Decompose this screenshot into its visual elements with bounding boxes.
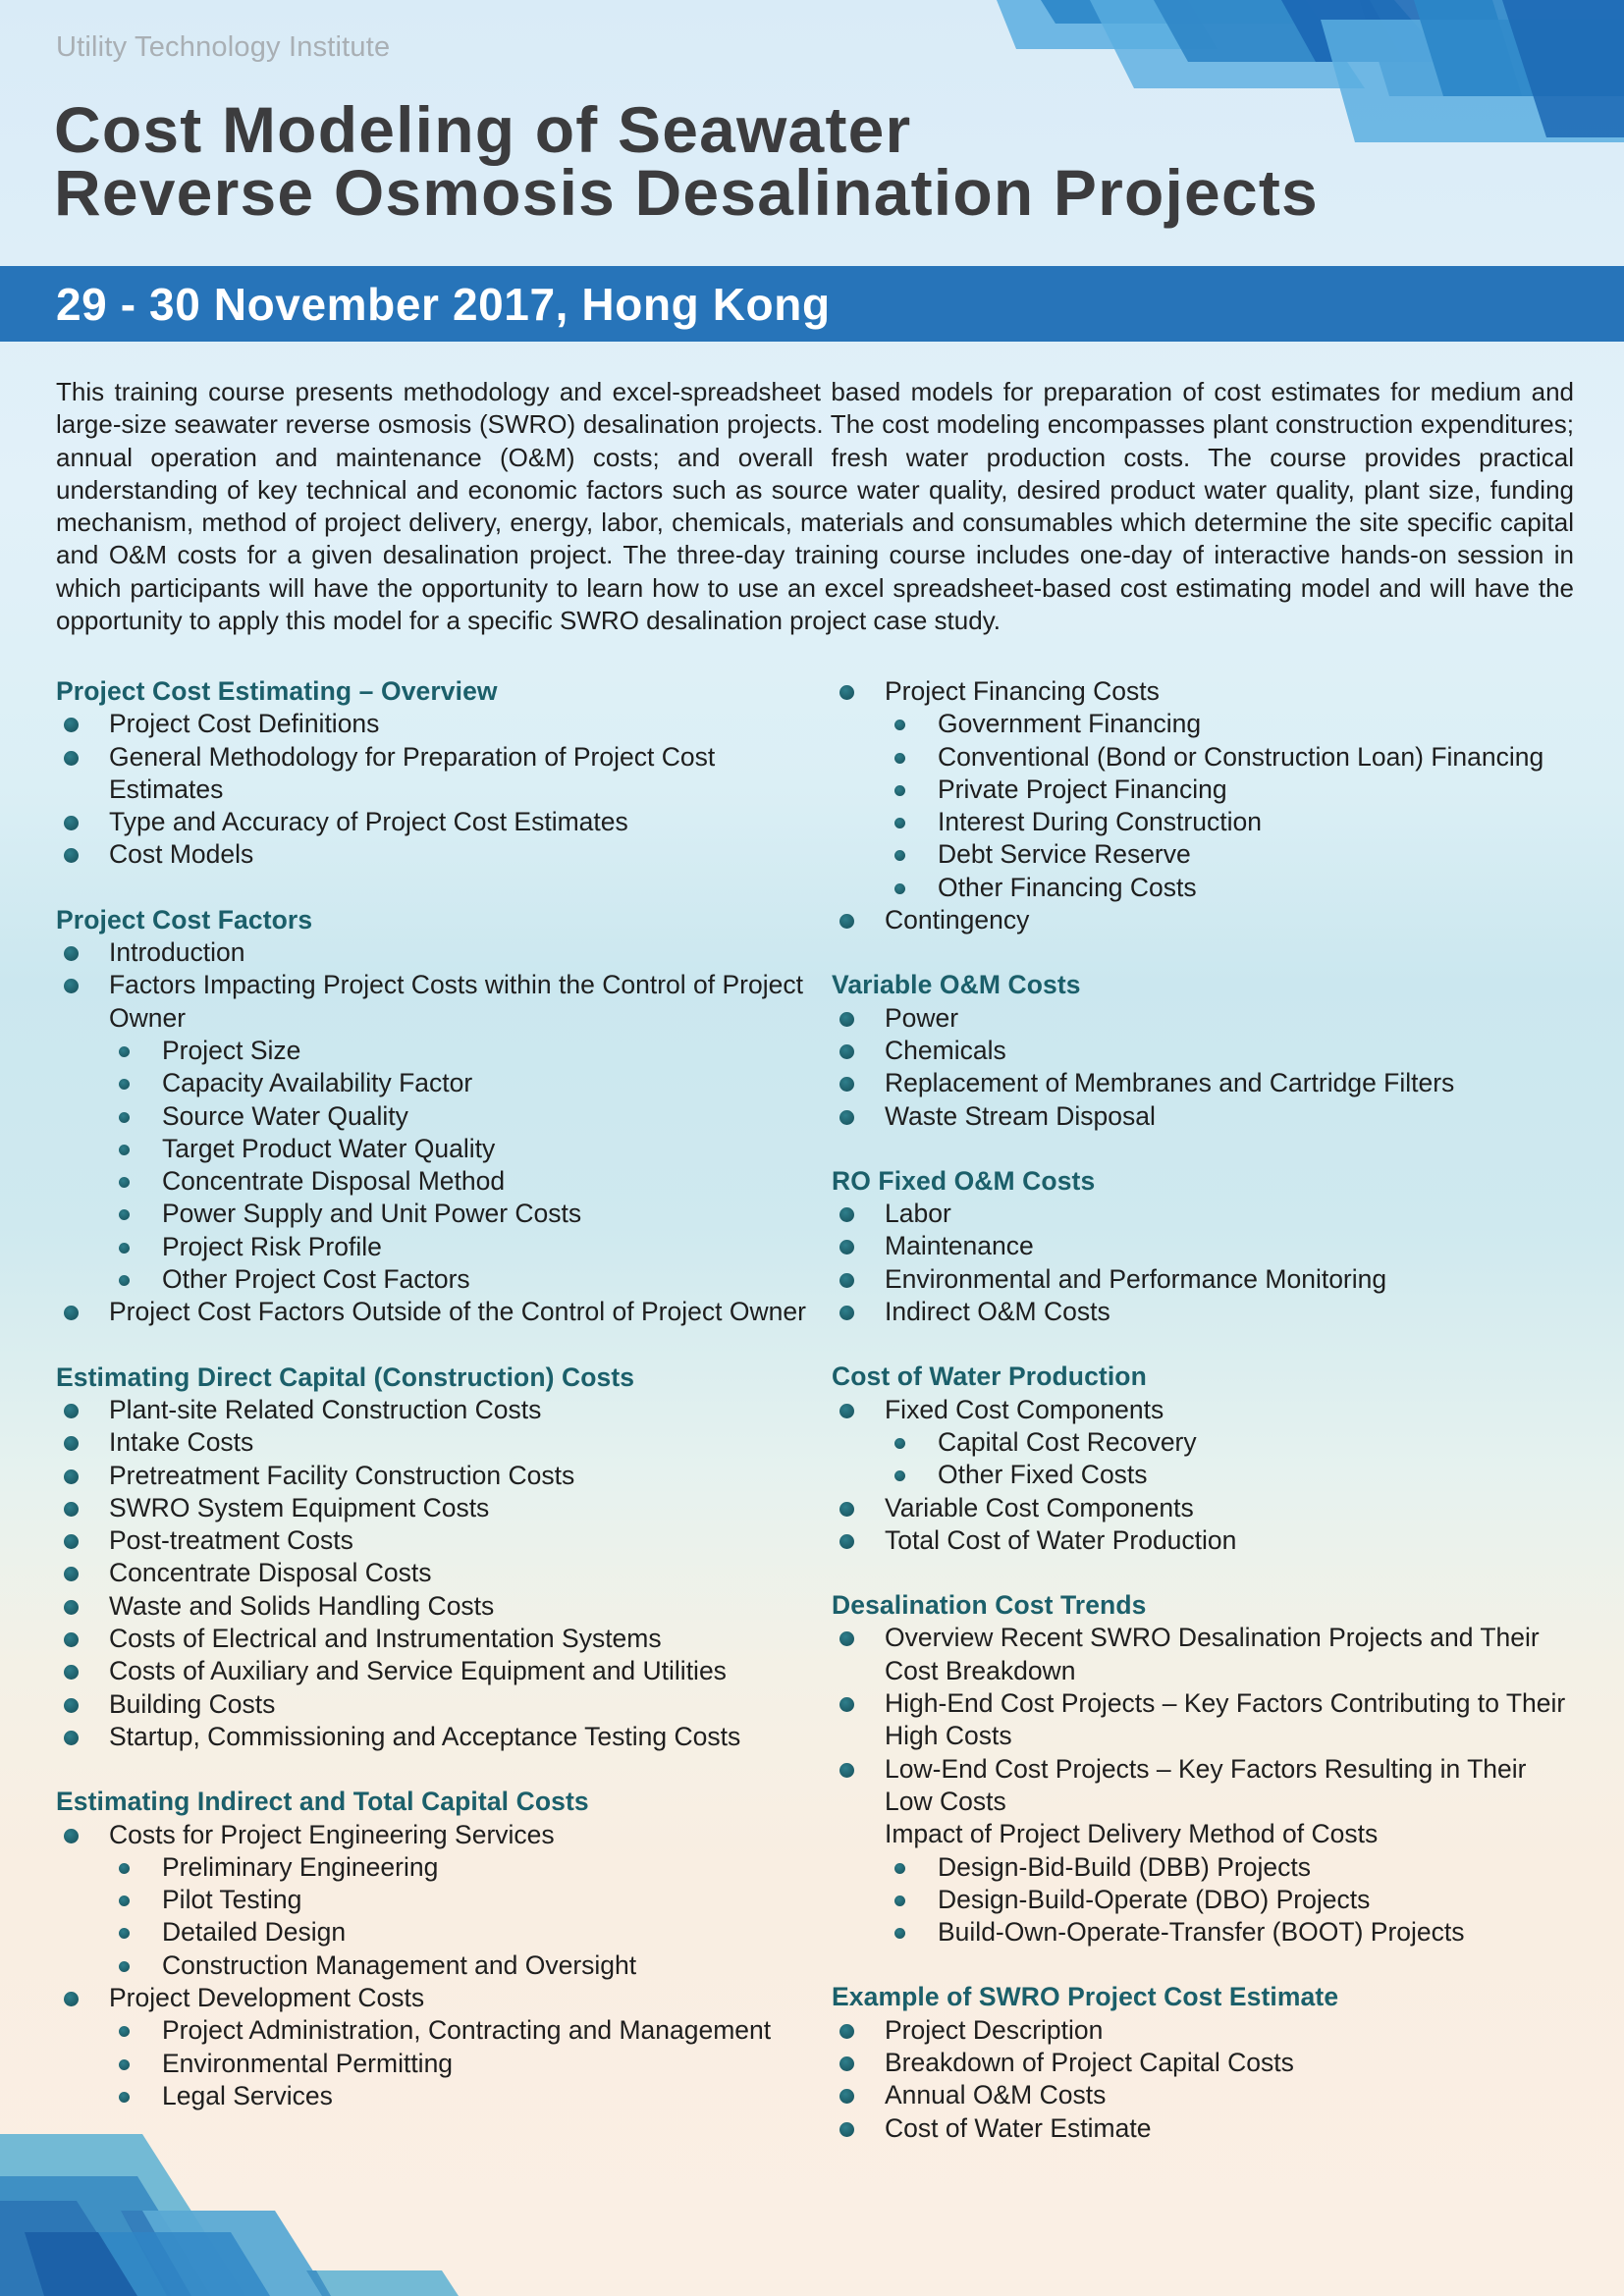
list-item xyxy=(832,1230,1578,1262)
list-item-text: Contingency xyxy=(885,905,1030,935)
list-item xyxy=(832,1753,1578,1819)
list-item xyxy=(56,1557,812,1589)
intro-paragraph: This training course presents methodology and excel-spreadsheet based models for preparation of cost estimates for medium and large-size seawater reverse osmosis (SWRO) desalination projects. The cost modeling encompasses plant construction expenditures; annual operation and maintenance (O&M) costs; and overall fresh water production costs. The course provides practical understanding of key technical and economic factors such as source water quality, desired product water quality, plant size, funding mechanism, method of project delivery, energy, labor, chemicals, materials and consumables which determine the site specific capital and O&M costs for a given desalination project. The three-day training course includes one-day of interactive hands-on session in which participants will have the opportunity to learn how to use an excel spreadsheet-based cost estimating model and will have the opportunity to apply this model for a specific SWRO desalination project case study. xyxy=(56,377,1574,636)
list-item-text: Labor xyxy=(885,1199,951,1229)
list-item-text: General Methodology for Preparation of Project Cost Estimates xyxy=(109,741,716,804)
bullet-icon xyxy=(839,1273,854,1288)
title-line-1: Cost Modeling of Seawater xyxy=(54,93,912,166)
list-item-text: Target Product Water Quality xyxy=(162,1133,496,1163)
list-item-text: Cost of Water Estimate xyxy=(885,2112,1152,2143)
list-item-text: Costs of Auxiliary and Service Equipment and Utilities xyxy=(109,1656,727,1686)
list-item-text: Power Supply and Unit Power Costs xyxy=(162,1199,582,1229)
sub-list-item xyxy=(56,2048,812,2080)
list-item-text: Plant-site Related Construction Costs xyxy=(109,1394,542,1424)
list-item xyxy=(56,969,812,1035)
bullet-icon xyxy=(119,1177,130,1188)
sub-list-item xyxy=(56,1067,812,1099)
section-heading: RO Fixed O&M Costs xyxy=(832,1165,1096,1196)
list-item-text: Government Financing xyxy=(938,709,1202,739)
list-item xyxy=(56,1296,812,1328)
list-item xyxy=(56,1688,812,1721)
topic-list xyxy=(56,708,812,871)
list-item xyxy=(832,1622,1578,1687)
list-item-text: Waste Stream Disposal xyxy=(885,1100,1156,1131)
list-item-text: Other Project Cost Factors xyxy=(162,1264,470,1295)
topic-list xyxy=(832,2014,1578,2145)
page-title xyxy=(54,93,1319,229)
sub-list-item xyxy=(56,2080,812,2112)
list-item-text: Project Cost Definitions xyxy=(109,709,380,739)
list-item xyxy=(56,1819,812,1851)
bullet-icon xyxy=(839,1404,854,1418)
bullet-icon xyxy=(839,1077,854,1092)
bullet-icon xyxy=(119,2059,130,2070)
list-item-text: Construction Management and Oversight xyxy=(162,1949,637,1980)
bullet-icon xyxy=(64,1632,79,1647)
list-item-text: Build-Own-Operate-Transfer (BOOT) Projects xyxy=(938,1917,1465,1948)
list-item-text: Project Administration, Contracting and Management xyxy=(162,2015,772,2046)
bullet-icon xyxy=(64,979,79,993)
list-item-text: Chemicals xyxy=(885,1035,1006,1065)
topic-list xyxy=(832,1622,1578,1949)
sub-list-item xyxy=(56,1851,812,1884)
list-item-text: Costs of Electrical and Instrumentation Systems xyxy=(109,1624,662,1654)
bullet-icon xyxy=(839,1012,854,1027)
list-item xyxy=(56,1590,812,1623)
bullet-icon xyxy=(64,1306,79,1320)
list-item xyxy=(832,1035,1578,1067)
list-item xyxy=(56,806,812,838)
list-item-text: Post-treatment Costs xyxy=(109,1525,353,1556)
bullet-icon xyxy=(839,2089,854,2104)
bullet-icon xyxy=(64,1567,79,1581)
list-item-text: Private Project Financing xyxy=(938,774,1227,804)
sub-list-item xyxy=(56,2014,812,2047)
course-section xyxy=(56,1362,812,1754)
course-section xyxy=(832,675,1578,936)
list-item-text: Project Description xyxy=(885,2014,1104,2045)
sub-list-item xyxy=(56,1165,812,1198)
list-item-text: Project Financing Costs xyxy=(885,676,1160,706)
sub-list-item xyxy=(56,1100,812,1133)
list-item-text: Legal Services xyxy=(162,2080,333,2110)
bullet-icon xyxy=(839,1207,854,1222)
list-item-text: Indirect O&M Costs xyxy=(885,1297,1110,1327)
list-item-text: Capital Cost Recovery xyxy=(938,1426,1197,1457)
list-item-text: Other Financing Costs xyxy=(938,872,1197,902)
bullet-icon xyxy=(839,2122,854,2137)
list-item xyxy=(832,1492,1578,1524)
course-section xyxy=(56,675,812,872)
list-item xyxy=(832,1524,1578,1557)
bullet-icon xyxy=(894,785,905,796)
section-heading: Desalination Cost Trends xyxy=(832,1590,1147,1621)
bullet-icon xyxy=(839,1534,854,1549)
list-item xyxy=(56,1460,812,1492)
bullet-icon xyxy=(839,2056,854,2071)
left-column xyxy=(56,675,812,2145)
list-item xyxy=(832,2047,1578,2079)
list-item-text: Pretreatment Facility Construction Costs xyxy=(109,1460,575,1490)
bottom-left-stripes-decoration xyxy=(0,2134,459,2296)
bullet-icon xyxy=(119,1145,130,1155)
list-item xyxy=(832,675,1578,708)
bullet-icon xyxy=(119,2092,130,2103)
list-item-text: Startup, Commissioning and Acceptance Testing Costs xyxy=(109,1721,741,1751)
right-column xyxy=(832,675,1578,2177)
list-item-text: Preliminary Engineering xyxy=(162,1851,439,1882)
list-item xyxy=(832,1818,1578,1850)
bullet-icon xyxy=(119,2026,130,2037)
list-item-text: Concentrate Disposal Costs xyxy=(109,1558,432,1588)
sub-list-item xyxy=(56,1231,812,1263)
list-item-text: Factors Impacting Project Costs within the Control of Project Owner xyxy=(109,970,803,1033)
bullet-icon xyxy=(64,1731,79,1745)
bullet-icon xyxy=(64,718,79,732)
bullet-icon xyxy=(64,1502,79,1517)
list-item-text: Pilot Testing xyxy=(162,1885,302,1915)
list-item xyxy=(56,936,812,969)
list-item-text: Interest During Construction xyxy=(938,807,1262,837)
list-item-text: Impact of Project Delivery Method of Costs xyxy=(885,1819,1379,1849)
list-item xyxy=(56,1492,812,1524)
institute-name: Utility Technology Institute xyxy=(56,31,391,63)
title-line-2: Reverse Osmosis Desalination Projects xyxy=(54,156,1319,229)
list-item-text: Concentrate Disposal Method xyxy=(162,1166,506,1197)
list-item-text: Project Cost Factors Outside of the Control of Project Owner xyxy=(109,1297,806,1327)
bullet-icon xyxy=(119,1112,130,1123)
topic-list xyxy=(56,1394,812,1753)
list-item xyxy=(832,1687,1578,1753)
list-item-text: Waste and Solids Handling Costs xyxy=(109,1590,495,1621)
list-item xyxy=(832,2079,1578,2111)
bullet-icon xyxy=(894,1928,905,1939)
date-banner xyxy=(0,266,1624,342)
list-item-text: Overview Recent SWRO Desalination Projects and Their Cost Breakdown xyxy=(885,1623,1540,1685)
topic-list xyxy=(56,1819,812,2113)
list-item xyxy=(832,1263,1578,1296)
list-item xyxy=(832,1394,1578,1426)
list-item-text: Design-Bid-Build (DBB) Projects xyxy=(938,1851,1311,1882)
bullet-icon xyxy=(119,1896,130,1906)
bullet-icon xyxy=(119,1863,130,1874)
course-section xyxy=(832,1981,1578,2144)
bullet-icon xyxy=(64,848,79,863)
list-item-text: SWRO System Equipment Costs xyxy=(109,1492,490,1522)
list-item-text: Other Fixed Costs xyxy=(938,1460,1148,1490)
list-item xyxy=(56,1394,812,1426)
list-item-text: Project Size xyxy=(162,1035,301,1065)
course-section xyxy=(832,1589,1578,1949)
bullet-icon xyxy=(119,1046,130,1057)
list-item-text: Type and Accuracy of Project Cost Estimates xyxy=(109,807,628,837)
bullet-icon xyxy=(839,1502,854,1517)
bullet-icon xyxy=(894,753,905,764)
list-item-text: Replacement of Membranes and Cartridge Filters xyxy=(885,1068,1455,1098)
bullet-icon xyxy=(839,1631,854,1646)
sub-list-item xyxy=(832,838,1578,871)
list-item xyxy=(832,904,1578,936)
list-item-text: Environmental Permitting xyxy=(162,2048,454,2078)
sub-list-item xyxy=(832,872,1578,904)
topic-list xyxy=(832,1198,1578,1328)
list-item-text: Capacity Availability Factor xyxy=(162,1068,473,1098)
list-item-text: Cost Models xyxy=(109,839,254,870)
list-item xyxy=(832,2112,1578,2145)
list-item-text: Costs for Project Engineering Services xyxy=(109,1819,555,1849)
list-item-text: Project Risk Profile xyxy=(162,1231,382,1261)
bullet-icon xyxy=(64,1534,79,1549)
topic-list xyxy=(832,675,1578,936)
bullet-icon xyxy=(839,685,854,700)
bullet-icon xyxy=(839,1306,854,1320)
bullet-icon xyxy=(894,1896,905,1906)
section-heading: Estimating Indirect and Total Capital Costs xyxy=(56,1787,589,1817)
bullet-icon xyxy=(839,914,854,929)
list-item-text: Low-End Cost Projects – Key Factors Resulting in Their Low Costs xyxy=(885,1753,1527,1816)
sub-list-item xyxy=(56,1035,812,1067)
list-item xyxy=(832,1067,1578,1099)
sub-list-item xyxy=(56,1198,812,1230)
list-item-text: Debt Service Reserve xyxy=(938,839,1191,870)
bullet-icon xyxy=(64,1992,79,2006)
bullet-icon xyxy=(894,1863,905,1874)
list-item xyxy=(832,2014,1578,2047)
list-item xyxy=(56,1655,812,1687)
bullet-icon xyxy=(64,946,79,961)
bullet-icon xyxy=(64,816,79,830)
bullet-icon xyxy=(894,720,905,730)
list-item-text: Source Water Quality xyxy=(162,1100,408,1131)
bullet-icon xyxy=(839,2024,854,2039)
list-item-text: Building Costs xyxy=(109,1688,276,1719)
list-item-text: Annual O&M Costs xyxy=(885,2080,1107,2110)
list-item-text: Power xyxy=(885,1002,959,1033)
bullet-icon xyxy=(64,1436,79,1451)
list-item xyxy=(832,1100,1578,1133)
list-item xyxy=(56,1982,812,2014)
sub-list-item xyxy=(832,1459,1578,1491)
bullet-icon xyxy=(839,1044,854,1059)
bullet-icon xyxy=(119,1079,130,1090)
bullet-icon xyxy=(839,1697,854,1712)
bullet-icon xyxy=(64,1698,79,1713)
list-item xyxy=(832,1296,1578,1328)
sub-list-item xyxy=(832,1851,1578,1884)
bullet-icon xyxy=(64,1600,79,1615)
topic-list xyxy=(56,936,812,1329)
course-section xyxy=(832,1361,1578,1557)
list-item-text: High-End Cost Projects – Key Factors Contributing to Their High Costs xyxy=(885,1688,1566,1751)
course-section xyxy=(832,969,1578,1132)
bullet-icon xyxy=(839,1110,854,1125)
list-item xyxy=(832,1002,1578,1035)
course-section xyxy=(56,1786,812,2112)
list-item-text: Maintenance xyxy=(885,1231,1034,1261)
sub-list-item xyxy=(832,806,1578,838)
bullet-icon xyxy=(894,818,905,828)
list-item xyxy=(56,1721,812,1753)
topic-list xyxy=(832,1394,1578,1557)
list-item-text: Introduction xyxy=(109,937,245,968)
bullet-icon xyxy=(119,1243,130,1254)
sub-list-item xyxy=(56,1916,812,1949)
list-item-text: Design-Build-Operate (DBO) Projects xyxy=(938,1884,1371,1914)
list-item-text: Project Development Costs xyxy=(109,1982,425,2012)
bullet-icon xyxy=(64,1829,79,1843)
section-heading: Variable O&M Costs xyxy=(832,970,1081,1000)
bullet-icon xyxy=(119,1961,130,1972)
bullet-icon xyxy=(894,1438,905,1449)
sub-list-item xyxy=(56,1949,812,1982)
date-location: 29 - 30 November 2017, Hong Kong xyxy=(56,279,831,330)
bullet-icon xyxy=(119,1275,130,1286)
bullet-icon xyxy=(839,1763,854,1778)
bullet-icon xyxy=(894,850,905,861)
list-item-text: Intake Costs xyxy=(109,1427,254,1458)
list-item xyxy=(56,741,812,807)
list-item xyxy=(56,1623,812,1655)
list-item xyxy=(56,1524,812,1557)
sub-list-item xyxy=(832,1916,1578,1949)
bullet-icon xyxy=(64,1404,79,1418)
list-item xyxy=(832,1198,1578,1230)
list-item xyxy=(56,838,812,871)
list-item-text: Variable Cost Components xyxy=(885,1492,1194,1522)
bullet-icon xyxy=(64,751,79,766)
list-item-text: Conventional (Bond or Construction Loan) Financing xyxy=(938,741,1544,772)
list-item-text: Breakdown of Project Capital Costs xyxy=(885,2047,1294,2077)
list-item xyxy=(56,708,812,740)
bullet-icon xyxy=(894,883,905,894)
section-heading: Cost of Water Production xyxy=(832,1362,1147,1392)
bullet-icon xyxy=(894,1470,905,1481)
bullet-icon xyxy=(64,1469,79,1484)
course-section xyxy=(832,1165,1578,1328)
course-section xyxy=(56,904,812,1329)
sub-list-item xyxy=(832,708,1578,740)
sub-list-item xyxy=(832,1884,1578,1916)
list-item-text: Fixed Cost Components xyxy=(885,1394,1164,1424)
sub-list-item xyxy=(56,1133,812,1165)
section-heading: Project Cost Estimating – Overview xyxy=(56,676,498,706)
section-heading: Project Cost Factors xyxy=(56,904,313,934)
list-item-text: Detailed Design xyxy=(162,1917,347,1948)
list-item xyxy=(56,1426,812,1459)
bullet-icon xyxy=(119,1209,130,1220)
section-heading: Estimating Direct Capital (Construction) Costs xyxy=(56,1362,635,1392)
topic-list xyxy=(832,1002,1578,1133)
bullet-icon xyxy=(119,1928,130,1939)
list-item-text: Total Cost of Water Production xyxy=(885,1524,1237,1555)
bullet-icon xyxy=(839,1240,854,1255)
list-item-text: Environmental and Performance Monitoring xyxy=(885,1263,1387,1294)
sub-list-item xyxy=(56,1884,812,1916)
sub-list-item xyxy=(832,741,1578,774)
section-heading: Example of SWRO Project Cost Estimate xyxy=(832,1982,1339,2012)
bullet-icon xyxy=(64,1665,79,1680)
sub-list-item xyxy=(832,1426,1578,1459)
sub-list-item xyxy=(832,774,1578,806)
sub-list-item xyxy=(56,1263,812,1296)
